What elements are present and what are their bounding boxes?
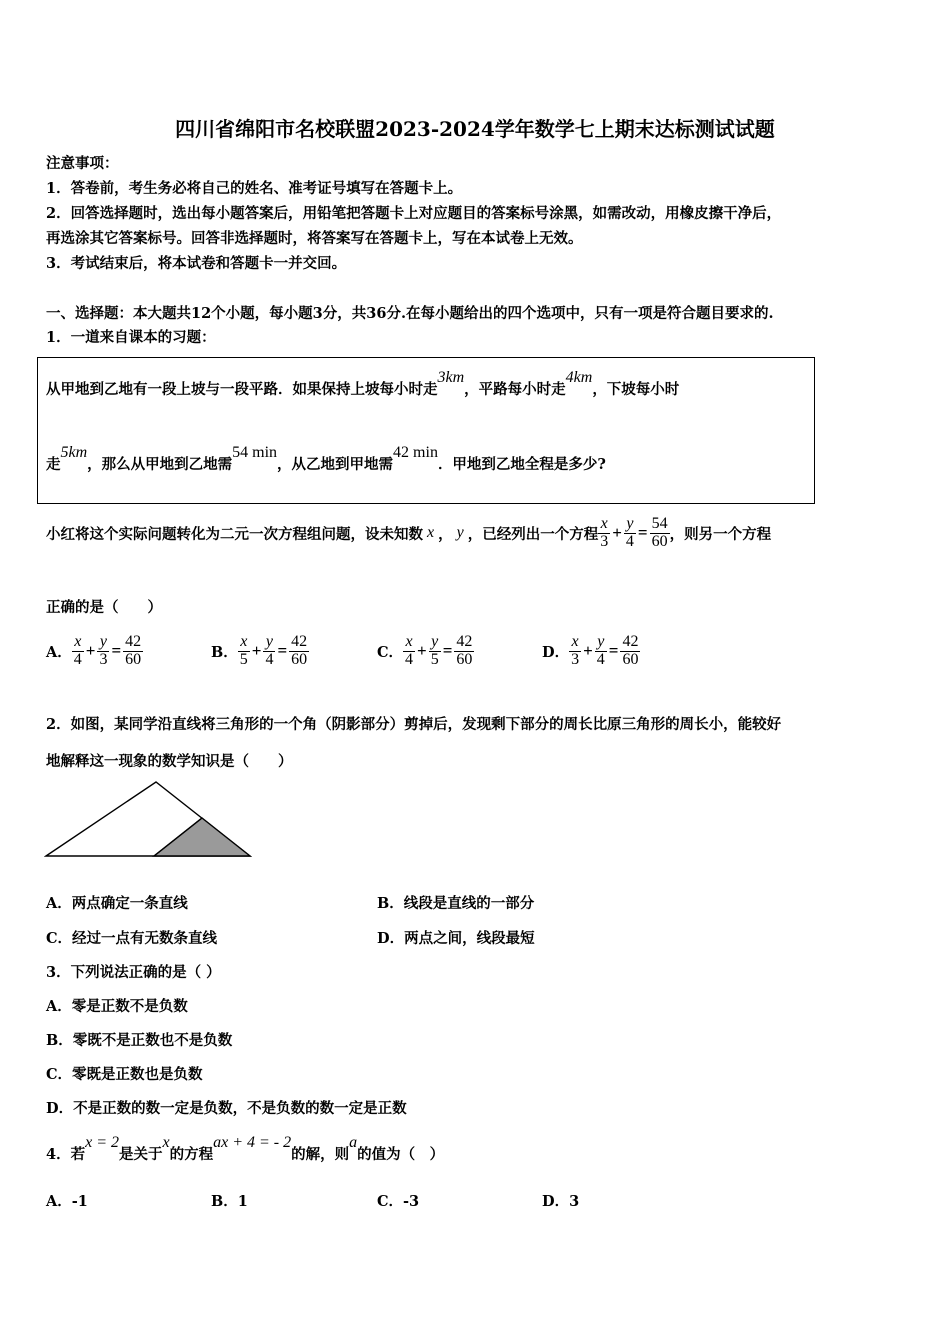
q4-text: 的方程 [169,1146,214,1163]
q4-text: 的解，则 [291,1146,350,1163]
problem-line-2 [46,444,606,474]
problem-text: ，从乙地到甲地需 [277,456,394,473]
translation-text: ， [438,525,453,543]
notice-item: 再选涂其它答案标号。回答非选择题时，将答案写在答题卡上，写在本试卷上无效。 [46,230,583,247]
translation-text: ，则另一个方程 [669,525,772,543]
option-d[interactable]: D．两点之间，线段最短 [377,930,535,947]
math-equation: ax + 4 = - 2 [213,1134,292,1151]
notice-item: 3．考试结束后，将本试卷和答题卡一并交回。 [46,255,347,272]
option-b[interactable] [211,626,309,676]
notice-item: 1．答卷前，考生务必将自己的姓名、准考证号填写在答题卡上。 [46,180,463,197]
option-a[interactable]: A．零是正数不是负数 [46,998,188,1015]
problem-text: 从甲地到乙地有一段上坡与一段平路．如果保持上坡每小时走 [46,381,438,398]
problem-text: ．甲地到乙地全程是多少? [437,456,606,473]
option-c[interactable] [377,626,474,676]
option-label: C． [377,643,404,661]
option-b[interactable]: B．线段是直线的一部分 [377,895,535,912]
problem-line-1 [46,369,680,399]
var-y: y [456,524,464,541]
option-equation: $\frac{x}{4}$ + $\frac{y}{3}$ = $\frac{42}{60}$ [73,632,142,668]
q4-text: 的值为（ ） [357,1146,445,1163]
math-a: a [349,1134,358,1151]
q4-text: 4．若 [46,1146,86,1163]
option-label: A． [46,643,72,661]
option-c[interactable]: C．零既是正数也是负数 [46,1066,203,1083]
math-x: x [162,1134,170,1151]
option-a[interactable]: A．-1 [46,1193,88,1210]
math-speed-downhill: 5km [60,444,88,461]
question-4-stem [46,1134,445,1164]
math-speed-flat: 4km [565,369,593,386]
option-b[interactable]: B．零既不是正数也不是负数 [46,1032,233,1049]
triangle-figure [44,778,256,862]
var-x: x [427,524,435,541]
option-d[interactable] [542,626,640,676]
option-equation: $\frac{x}{4}$ + $\frac{y}{5}$ = $\frac{42}{60}$ [405,632,473,668]
question-3-stem: 3．下列说法正确的是（ ） [46,964,221,981]
translation-text: ，已经列出一个方程 [467,525,599,543]
math-time-there: 54 min [232,444,278,461]
option-a[interactable]: A．两点确定一条直线 [46,895,188,912]
option-c[interactable]: C．经过一点有无数条直线 [46,930,218,947]
question-2-stem: 2．如图，某同学沿直线将三角形的一个角（阴影部分）剪掉后，发现剩下部分的周长比原三角形的周长小，能较好 [46,716,782,733]
section-heading: 一、选择题：本大题共12个小题，每小题3分，共36分.在每小题给出的四个选项中，只有一项是符合题目要求的. [46,305,774,322]
problem-text: ，下坡每小时 [592,381,680,398]
option-equation: $\frac{x}{3}$ + $\frac{y}{4}$ = $\frac{42}{60}$ [571,632,639,668]
option-label: D． [542,643,570,661]
question-1-stem: 1．一道来自课本的习题： [46,329,216,346]
math-time-back: 42 min [393,444,438,461]
translation-text: 小红将这个实际问题转化为二元一次方程组问题，设未知数 [46,525,423,543]
option-b[interactable]: B．1 [211,1193,248,1210]
question-1-translation [46,508,771,558]
option-c[interactable]: C．-3 [377,1193,420,1210]
q4-text: 是关于 [119,1146,163,1163]
problem-text: ，那么从甲地到乙地需 [87,456,233,473]
math-x-equals-2: x = 2 [85,1134,119,1151]
problem-text: 走 [46,456,61,473]
math-speed-uphill: 3km [437,369,465,386]
option-equation: $\frac{x}{5}$ + $\frac{y}{4}$ = $\frac{42}{60}$ [239,632,308,668]
option-d[interactable]: D．3 [542,1193,580,1210]
question-1-prompt: 正确的是（ ） [46,599,162,616]
option-label: B． [211,643,238,661]
problem-text: ，平路每小时走 [464,381,566,398]
notice-item: 2．回答选择题时，选出每小题答案后，用铅笔把答题卡上对应题目的答案标号涂黑，如需改动，用橡皮擦干净后， [46,205,782,222]
option-d[interactable]: D．不是正数的数一定是负数，不是负数的数一定是正数 [46,1100,407,1117]
given-equation: $\frac{x}{3}$ + $\frac{y}{4}$ = $\frac{54}{60}$ [600,514,668,550]
notice-heading: 注意事项： [46,155,119,172]
option-a[interactable] [46,626,143,676]
question-2-stem: 地解释这一现象的数学知识是（ ） [46,753,293,770]
page-title: 四川省绵阳市名校联盟2023-2024学年数学七上期末达标测试试题 [175,117,775,141]
